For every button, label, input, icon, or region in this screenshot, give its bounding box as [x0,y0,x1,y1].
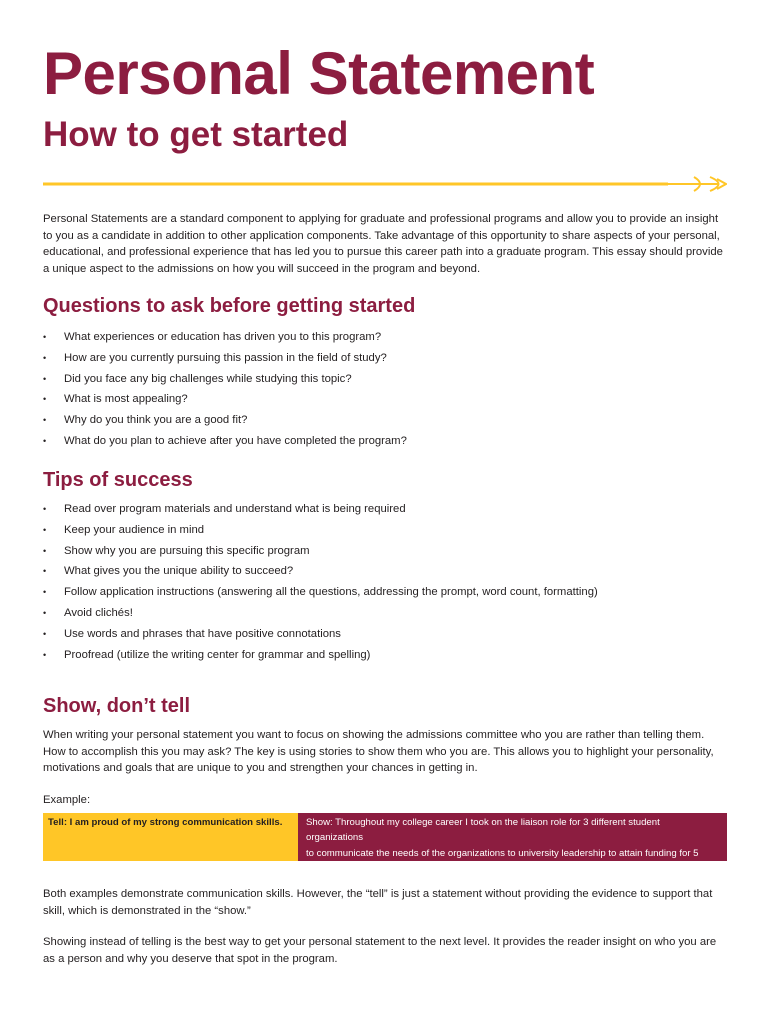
bullet-icon: • [43,394,47,405]
intro-paragraph: Personal Statements are a standard component to applying for graduate and professional programs and allow you to provide an insight to you as a candidate in addition to other application components. Take advantage of this opportunity to share aspects of your personal, educational, and professional experience that has led you to pursue this career path into a graduate program. This essay should provide a unique aspect to the admissions on how you will succeed in the program and beyond. [43,213,723,275]
page-title: Personal Statement [43,40,595,107]
bullet-icon: • [43,415,47,426]
bullet-icon: • [43,587,47,598]
bullet-icon: • [43,545,47,556]
pitchfork-icon [43,175,727,197]
bullet-icon: • [43,566,47,577]
page-subtitle: How to get started [43,115,349,154]
bullet-icon: • [43,373,47,384]
list-item: • How are you currently pursuing this passion in the field of study? [43,351,387,364]
bullet-icon: • [43,628,47,639]
show-cell [298,813,727,874]
list-item: • Follow application instructions (answering all the questions, addressing the prompt, word count, formatting) [43,586,598,599]
tell-cell: Tell: I am proud of my strong communication skills. [43,813,298,861]
tips-heading: Tips of success [43,469,193,491]
show-line: events for the academic year. [306,862,432,874]
bullet-icon: • [43,352,47,363]
show-dont-tell-paragraph: When writing your personal statement you want to focus on showing the admissions committee who you are rather than telling them. How to accomplish this you may ask? The key is using stories to show them who you are. This allows you to highlight your personality, motivations and goals that are unique to you and strengthen your chances in getting in. [43,729,714,774]
list-item: • Did you face any big challenges while studying this topic? [43,372,352,385]
questions-heading: Questions to ask before getting started [43,295,416,317]
bullet-icon: • [43,607,47,618]
list-item: • What experiences or education has driven you to this program? [43,331,382,343]
example-table [43,813,727,874]
bullet-icon: • [43,649,47,660]
tips-list [43,501,598,667]
example-label: Example: [43,794,91,806]
show-dont-tell-heading: Show, don’t tell [43,695,191,717]
list-item: • What gives you the unique ability to succeed? [43,565,294,578]
list-item: • Why do you think you are a good fit? [43,414,248,427]
list-item: • Proofread (utilize the writing center for grammar and spelling) [43,648,371,661]
bullet-icon: • [43,524,47,535]
questions-list [43,329,407,454]
list-item: • Show why you are pursuing this specific program [43,544,310,557]
show-line: Show: Throughout my college career I took on the liaison role for 3 different student organizations [306,817,660,844]
show-line: to communicate the needs of the organizations to university leadership to attain funding for 5 [306,847,699,859]
list-item: • What is most appealing? [43,393,188,406]
bullet-icon: • [43,332,47,342]
list-item: • Keep your audience in mind [43,523,205,536]
both-examples-paragraph: Both examples demonstrate communication skills. However, the “tell” is just a statement without providing the evidence to support that skill, which is demonstrated in the “show.” [43,888,713,917]
list-item: • What do you plan to achieve after you have completed the program? [43,434,407,447]
list-item: • Use words and phrases that have positive connotations [43,627,341,640]
showing-instead-paragraph: Showing instead of telling is the best way to get your personal statement to the next level. It provides the reader insight on who you are as a person and why you deserve that spot in the program. [43,936,717,965]
list-item: • Read over program materials and understand what is being required [43,503,406,515]
list-item: • Avoid clichés! [43,606,133,619]
bullet-icon: • [43,504,47,514]
bullet-icon: • [43,435,47,446]
